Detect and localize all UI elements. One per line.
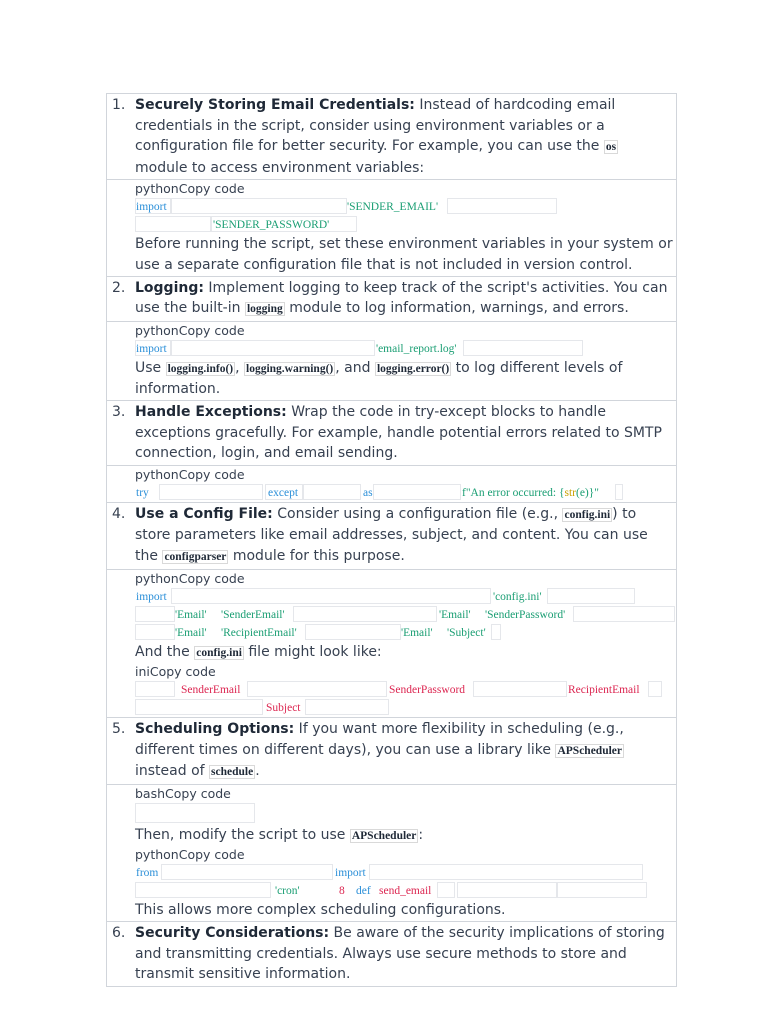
inline-code: config.ini [196,646,242,659]
language-label: python [135,322,179,338]
code-line [107,624,676,642]
item-body: Instead of hardcoding email credentials in the script, consider using environment variables or a configuration file for better security. For example, you can use the [135,97,616,155]
text: to log different levels of information. [135,359,623,398]
string: 'SenderPassword' [485,608,566,621]
keyword: import [136,590,167,603]
copy-code-button[interactable]: Copy code [178,466,245,482]
text: : [418,826,424,843]
string [462,485,599,501]
code-header [107,466,676,484]
text: And the [135,643,195,660]
text: , [235,359,245,376]
item-text [107,503,676,569]
item-title: Scheduling Options: [135,721,295,738]
string: 'Subject' [447,626,486,639]
language-label: ini [135,664,150,680]
paragraph [107,825,676,847]
code-header [107,570,676,588]
item-body: Implement logging to keep track of the script's activities. You can use the built-in [135,279,668,317]
code-block-2 [106,321,677,401]
item-body: Wrap the code in try-except blocks to handle exceptions gracefully. For example, handle potential errors related to SMTP connection, login, and email sending. [135,403,662,462]
inline-code: logging [246,303,283,316]
keyword: def [356,885,371,898]
string: 'Email' [439,608,471,621]
keyword: import [136,342,167,355]
number: 8 [339,885,345,898]
text: Then, modify the script to use [135,826,350,843]
string: 'SENDER_EMAIL' [347,201,439,214]
copy-code-button[interactable]: Copy code [178,181,245,197]
copy-code-button[interactable]: Copy code [178,847,245,863]
item-body: module to log information, warnings, and errors. [284,300,629,317]
list-item-2 [106,276,677,322]
inline-code: config.ini [564,508,611,521]
code-line [107,699,676,717]
item-body: module to access environment variables: [135,159,425,176]
code-line [107,588,676,606]
item-text [107,277,676,321]
code-line [107,882,676,900]
item-number: 4. [112,505,126,522]
inline-code: configparser [164,550,227,563]
item-body: Be aware of the security implications of storing and transmitting credentials. Always use secure methods to store and transmit sensitive information. [135,925,665,983]
item-body: . [255,763,260,780]
code-line [107,864,676,882]
inline-code: schedule [211,766,254,779]
inline-code: logging.warning() [246,362,334,375]
code-header [107,322,676,340]
code-block-5 [106,784,677,922]
inline-code: logging.info() [167,362,234,375]
string: 'Email' [175,626,207,639]
string: 'SenderEmail' [221,608,285,621]
text: , and [335,359,375,376]
item-number: 2. [112,279,126,296]
item-number: 5. [112,721,126,738]
code-line [107,216,676,234]
string: 'Email' [175,608,207,621]
paragraph: This allows more complex scheduling configurations. [135,902,506,919]
code-header [107,180,676,198]
language-label: python [135,466,179,482]
keyword: import [335,867,366,880]
item-body: Consider using a configuration file (e.g., [272,505,563,522]
code-block-1 [106,179,677,276]
inline-code: logging.error() [376,362,450,375]
item-body: instead of [135,763,210,780]
ini-key: RecipientEmail [568,684,640,697]
fstring: f"An error occurred: { [462,486,565,499]
copy-code-button[interactable]: Copy code [178,570,245,586]
item-number: 1. [112,97,126,113]
item-body: If you want more flexibility in scheduling (e.g., different times on different days), you can use a library like [135,721,624,758]
code-line [107,681,676,699]
code-header [107,846,676,864]
string: 'SENDER_PASSWORD' [213,219,330,232]
item-title: Handle Exceptions: [135,403,287,420]
string: 'RecipientEmail' [221,626,297,639]
copy-code-button[interactable]: Copy code [149,664,216,680]
language-label: python [135,847,179,863]
builtin: str [564,486,576,499]
string: 'cron' [275,885,300,898]
item-text [107,401,676,465]
fstring: (e)}" [575,486,599,499]
code-line [107,606,676,624]
code-block-4 [106,569,677,719]
code-line [107,803,676,825]
item-title: Security Considerations: [135,925,330,942]
function-name: send_email [379,885,432,898]
inline-code: APScheduler [557,744,622,757]
keyword: except [268,486,299,499]
item-text [107,922,676,986]
code-line [107,198,676,216]
code-block-3 [106,465,677,503]
item-body: ) to store parameters like email addresses, subject, and content. You can use the [135,505,648,564]
paragraph [107,642,676,664]
code-line [107,340,676,358]
paragraph: Before running the script, set these environment variables in your system or use a separate configuration file that is not included in version control. [135,236,673,273]
item-text [107,94,676,179]
language-label: python [135,181,179,197]
keyword: as [363,486,373,499]
text: Use [135,359,166,376]
item-text [107,718,676,784]
item-title: Use a Config File: [135,505,273,522]
list-item-1 [106,93,677,180]
code-line [107,484,676,502]
inline-code: APScheduler [351,829,417,842]
keyword: from [136,867,159,880]
code-header [107,785,676,803]
copy-code-button[interactable]: Copy code [165,785,231,801]
list-item-4 [106,502,677,570]
keyword: try [136,486,149,499]
item-number: 6. [112,925,126,942]
copy-code-button[interactable]: Copy code [178,322,245,338]
string: 'Email' [401,626,433,639]
item-title: Logging: [135,279,204,296]
inline-code: os [605,141,617,154]
paragraph [107,358,676,400]
string: 'email_report.log' [376,342,457,355]
item-title: Securely Storing Email Credentials: [135,97,415,113]
ini-key: SenderEmail [181,684,241,697]
language-label: python [135,570,179,586]
item-body: module for this purpose. [228,547,405,564]
item-number: 3. [112,403,126,420]
keyword: import [136,201,167,214]
ini-key: SenderPassword [389,684,466,697]
document [106,94,677,987]
list-item-3 [106,400,677,466]
text: file might look like: [243,643,382,660]
language-label: bash [135,785,166,801]
list-item-6 [106,921,677,987]
list-item-5 [106,717,677,785]
code-header [107,663,676,681]
ini-key: Subject [266,702,301,715]
string: 'config.ini' [493,590,542,603]
